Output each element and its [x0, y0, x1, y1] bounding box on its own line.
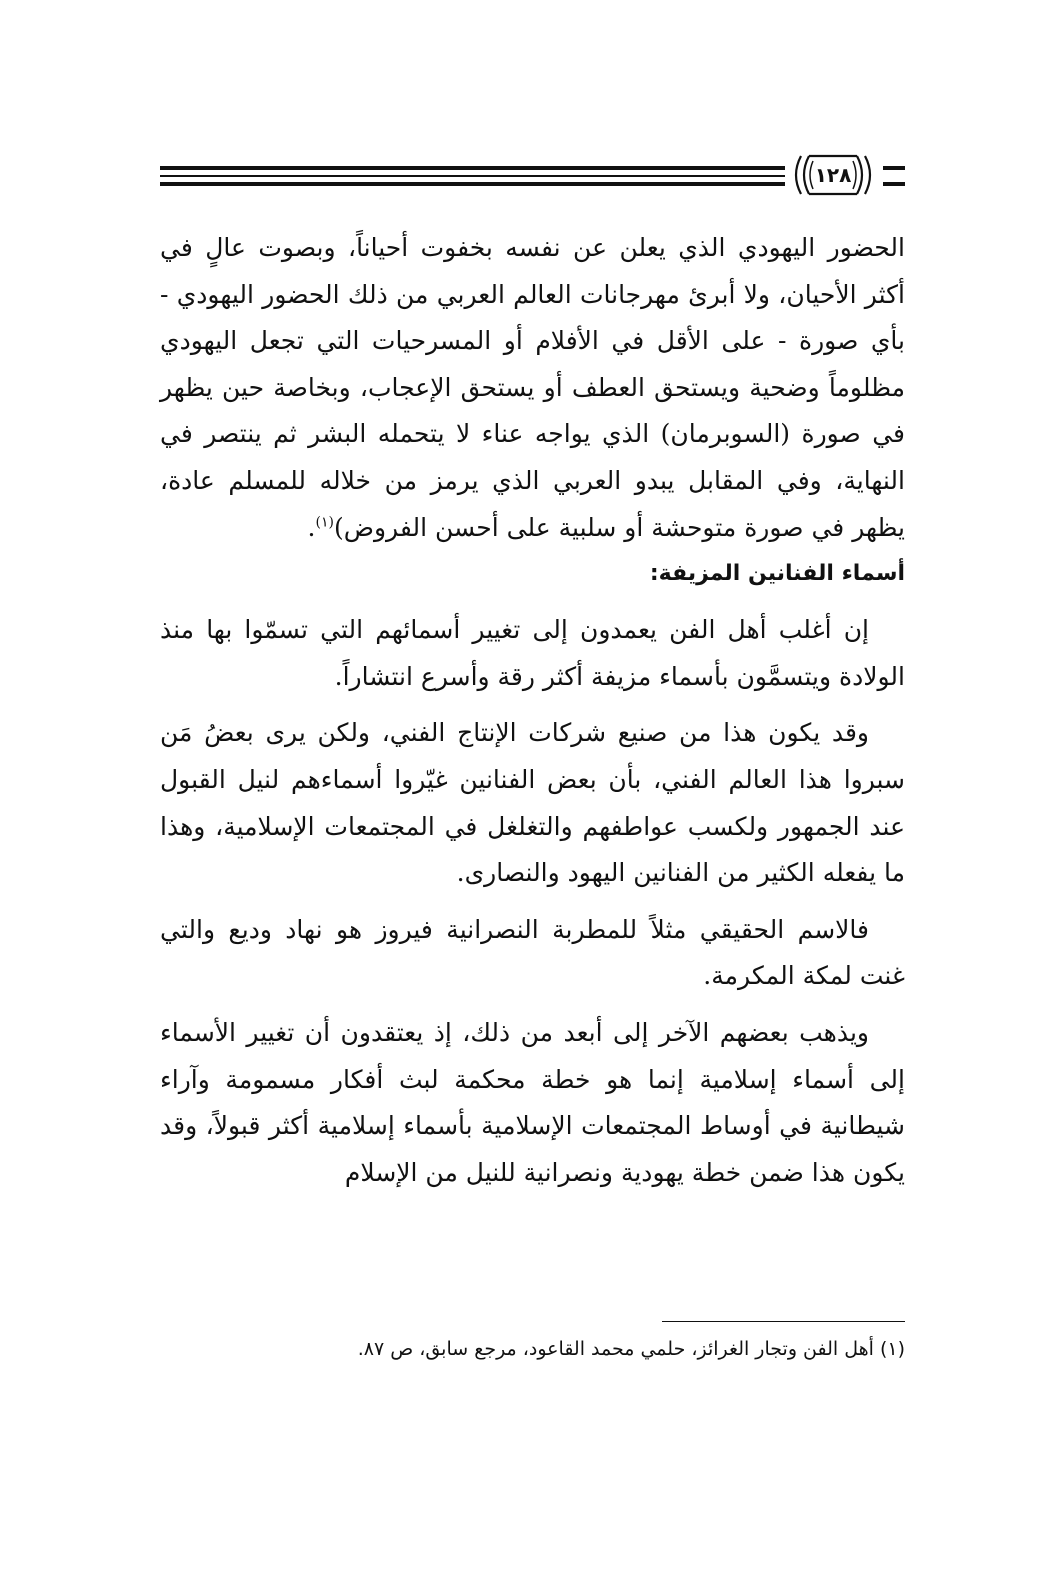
- header-rule-tail-bottom: [883, 182, 905, 186]
- footnote-reference[interactable]: (١): [315, 514, 334, 531]
- paragraph-5: ويذهب بعضهم الآخر إلى أبعد من ذلك، إذ يعتقدون أن تغيير الأسماء إلى أسماء إسلامية إنما هو خطة محكمة لبث أفكار مسمومة وآراء شيطانية في أوساط المجتمعات الإسلامية بأسماء إسلامية أكثر قبولاً، وقد يكون هذا ضمن خطة يهودية ونصرانية للنيل من الإسلام: [160, 1017, 905, 1187]
- header-rule-thick-bottom: [160, 182, 785, 186]
- header-rule-tail-top: [883, 166, 905, 170]
- paragraph-3: وقد يكون هذا من صنيع شركات الإنتاج الفني، ولكن يرى بعضُ مَن سبروا هذا العالم الفني، بأن بعض الفنانين غيّروا أسماءهم لنيل القبول عند الجمهور ولكسب عواطفهم والتغلغل في المجتمعات الإسلامية، وهذا ما يفعله الكثير من الفنانين اليهود والنصارى.: [160, 718, 905, 888]
- paragraph-1: [160, 225, 905, 551]
- header-rule-thick-top: [160, 166, 785, 170]
- section-heading: أسماء الفنانين المزيفة:: [649, 561, 905, 587]
- page-header: [160, 150, 905, 200]
- header-rule-thin: [160, 175, 785, 177]
- main-text: [160, 225, 905, 1196]
- paragraph-4: فالاسم الحقيقي مثلاً للمطربة النصرانية فيروز هو نهاد وديع والتي غنت لمكة المكرمة.: [160, 914, 905, 991]
- paragraph-1-end: .: [307, 512, 316, 542]
- footnote-separator: [662, 1321, 905, 1322]
- page-number: ١٢٨: [814, 163, 852, 187]
- paragraph-1-text: الحضور اليهودي الذي يعلن عن نفسه بخفوت أحياناً، وبصوت عالٍ في أكثر الأحيان، ولا أبرئ مهرجانات العالم العربي من ذلك الحضور اليهودي - بأي صورة - على الأقل في الأفلام أو المسرحيات التي تجعل اليهودي مظلوماً وضحية ويستحق العطف أو يستحق الإعجاب، وبخاصة حين يظهر في صورة (السوبرمان) الذي يواجه عناء لا يتحمله البشر ثم ينتصر في النهاية، وفي المقابل يبدو العربي الذي يرمز من خلاله للمسلم عادة، يظهر في صورة متوحشة أو سلبية على أحسن الفروض): [160, 233, 905, 542]
- paragraph-2: إن أغلب أهل الفن يعمدون إلى تغيير أسمائهم التي تسمّوا بها منذ الولادة ويتسمَّون بأسماء مزيفة أكثر رقة وأسرع انتشاراً.: [160, 615, 905, 691]
- footnote: (١) أهل الفن وتجار الغرائز، حلمي محمد القاعود، مرجع سابق، ص ٨٧.: [357, 1338, 905, 1360]
- page-number-badge: [787, 152, 879, 198]
